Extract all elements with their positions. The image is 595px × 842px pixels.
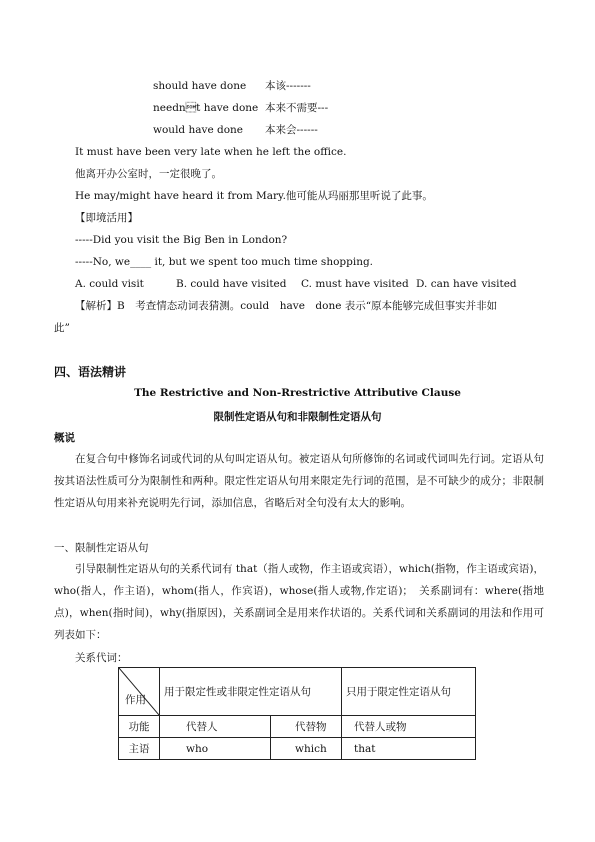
table-row [119,738,476,760]
example-sentence-en: It must have been very late when he left the office. [75,146,347,158]
table-corner-cell [119,668,160,716]
analysis-line-1: 【解析】B 考查情态动词表猜测。could have done 表示“原本能够完成但事实并非如 [75,300,498,312]
modal-meaning: 本来不需要--- [265,102,329,114]
modal-meaning: 本来会------ [265,124,318,136]
option-c: C. must have visited [301,278,409,290]
dialog-line-1: -----Did you visit the Big Ben in London? [75,234,288,246]
example-sentence-zh: 他离开办公室时，一定很晚了。 [75,168,222,180]
option-b: B. could have visited [176,278,287,290]
relative-pronoun-table [118,667,476,760]
section-heading: 四、语法精讲 [54,365,127,379]
corner-label: 作用 [125,694,146,706]
option-d: D. can have visited [416,278,517,290]
cell-replaces-thing: 代替物 [271,716,342,738]
intro-paragraph: 引导限制性定语从句的关系代词有 that（指人或物，作主语或宾语），which(指物，作主语或宾语)，who(指人，作主语)，whom(指人，作宾语)，whose(指人或物,作定语)； 关系副词有：where(指地点)，when(指时间)，why(指原因)，关系副词全是用来作状语的。关系代词和关系副词的用法和作用可列表如下： [54,563,544,641]
row-label-function: 功能 [119,716,160,738]
cell-replaces-person-or-thing: 代替人或物 [342,716,476,738]
modal-form: neednt have done [153,102,259,114]
table-caption: 关系代词： [75,652,128,664]
header-both-types: 用于限定性或非限定性定语从句 [160,668,342,716]
modal-meaning: 本该------- [265,80,311,92]
analysis-line-2: 此” [54,322,70,334]
row-label-subject: 主语 [119,738,160,760]
table-header-row [119,668,476,716]
overview-heading: 概说 [54,432,75,444]
header-restrictive-only: 只用于限定性定语从句 [342,668,476,716]
title-english: The Restrictive and Non-Rrestrictive Attributive Clause [134,387,461,399]
practice-title: 【即境活用】 [75,212,138,224]
example-sentence-2: He may/might have heard it from Mary.他可能从玛丽那里听说了此事。 [75,190,433,202]
cell-who: who [160,738,271,760]
overview-paragraph: 在复合句中修饰名词或代词的从句叫定语从句。被定语从句所修饰的名词或代词叫先行词。定语从句按其语法性质可分为限制性和两种。限定性定语从句用来限定先行词的范围，是不可缺少的成分；非限制性定语从句用来补充说明先行词，添加信息，省略后对全句没有太大的影响。 [54,453,544,509]
title-chinese: 限制性定语从句和非限制性定语从句 [213,411,382,423]
modal-form: would have done [153,124,244,136]
modal-form: should have done [153,80,247,92]
cell-replaces-person: 代替人 [160,716,271,738]
dialog-line-2: -----No, we____ it, but we spent too much time shopping. [75,256,374,268]
cell-which: which [271,738,342,760]
table-row [119,716,476,738]
cell-that: that [342,738,476,760]
subsection-heading: 一、限制性定语从句 [54,542,149,554]
option-a: A. could visit [75,278,144,290]
